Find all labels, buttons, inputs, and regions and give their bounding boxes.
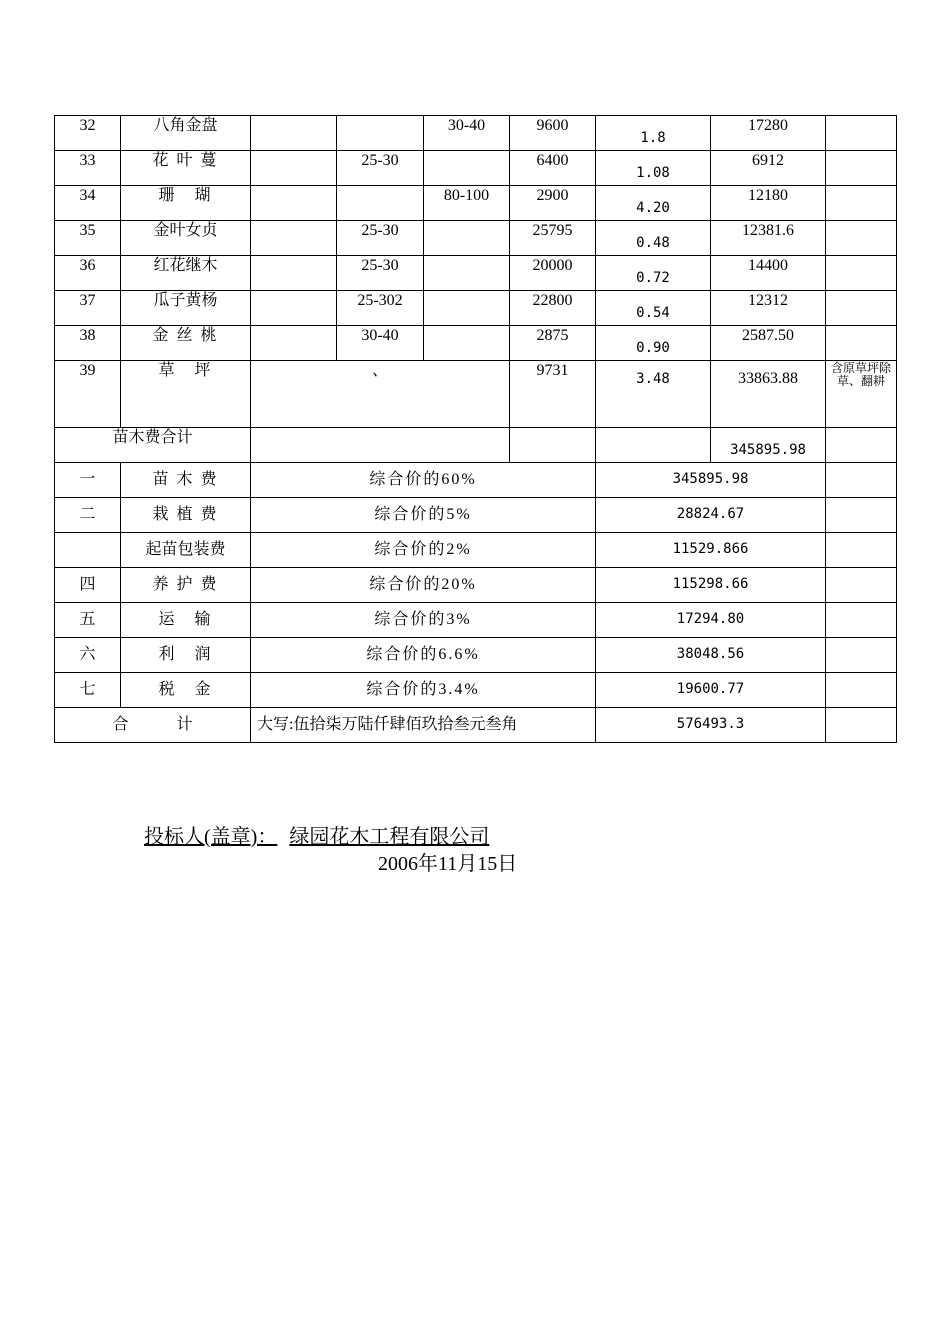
fee-number: [55, 533, 121, 568]
spec-col-a: [251, 186, 337, 221]
remark: [826, 291, 897, 326]
fee-number: 七: [55, 673, 121, 708]
spec-col-c: 30-40: [424, 116, 510, 151]
fee-amount: 17294.80: [596, 603, 826, 638]
table-row: [55, 361, 897, 428]
subtotal-qty: [510, 428, 596, 463]
row-number: 33: [55, 151, 121, 186]
fee-rate: 综合价的5%: [251, 498, 596, 533]
fee-remark: [826, 603, 897, 638]
line-total: 2587.50: [711, 326, 826, 361]
unit-price: 1.08: [596, 151, 711, 186]
spec-col-b: 25-302: [337, 291, 424, 326]
fee-row: [55, 568, 897, 603]
subtotal-row: [55, 428, 897, 463]
table-row: [55, 326, 897, 361]
fee-rate: 综合价的3%: [251, 603, 596, 638]
fee-number: 六: [55, 638, 121, 673]
row-number: 39: [55, 361, 121, 428]
fee-amount: 11529.866: [596, 533, 826, 568]
spec-col-c: [424, 326, 510, 361]
unit-price: 0.54: [596, 291, 711, 326]
spec-col-c: [424, 291, 510, 326]
fee-number: 四: [55, 568, 121, 603]
bidder-company: 绿园花木工程有限公司: [289, 826, 490, 848]
spec-col-b: 25-30: [337, 151, 424, 186]
spec-col-c: [424, 151, 510, 186]
row-number: 37: [55, 291, 121, 326]
line-total: 12180: [711, 186, 826, 221]
quantity: 2900: [510, 186, 596, 221]
spec-col-a: [251, 116, 337, 151]
line-total: 12312: [711, 291, 826, 326]
row-number: 38: [55, 326, 121, 361]
plant-name: 瓜子黄杨: [121, 291, 251, 326]
spec-col-a: [251, 151, 337, 186]
subtotal-price: [596, 428, 711, 463]
spec-col-c: 80-100: [424, 186, 510, 221]
line-total: 12381.6: [711, 221, 826, 256]
fee-number: 一: [55, 463, 121, 498]
plant-rows: [55, 116, 897, 463]
subtotal-label: 苗木费合计: [55, 428, 251, 463]
fee-row: [55, 533, 897, 568]
plant-name: 金 丝 桃: [121, 326, 251, 361]
row-number: 34: [55, 186, 121, 221]
fee-name: 养 护 费: [121, 568, 251, 603]
spec-col-b: 25-30: [337, 256, 424, 291]
table-row: [55, 151, 897, 186]
spec-col-a: [251, 221, 337, 256]
fee-name: 运 输: [121, 603, 251, 638]
fee-row: [55, 673, 897, 708]
fee-rate: 综合价的60%: [251, 463, 596, 498]
plant-name: 八角金盘: [121, 116, 251, 151]
quantity: 25795: [510, 221, 596, 256]
fee-amount: 38048.56: [596, 638, 826, 673]
plant-name: 草 坪: [121, 361, 251, 428]
unit-price: 1.8: [596, 116, 711, 151]
quantity: 9731: [510, 361, 596, 428]
fee-remark: [826, 638, 897, 673]
fee-amount: 28824.67: [596, 498, 826, 533]
spec-col-b: 30-40: [337, 326, 424, 361]
fee-number: 五: [55, 603, 121, 638]
fee-amount: 115298.66: [596, 568, 826, 603]
quantity: 20000: [510, 256, 596, 291]
spec-col-a: [251, 291, 337, 326]
fee-remark: [826, 498, 897, 533]
subtotal-total: 345895.98: [711, 428, 826, 463]
row-number: 36: [55, 256, 121, 291]
remark: [826, 151, 897, 186]
table-row: [55, 256, 897, 291]
spec-col-c: [424, 221, 510, 256]
fee-name: 苗 木 费: [121, 463, 251, 498]
subtotal-remark: [826, 428, 897, 463]
fee-remark: [826, 673, 897, 708]
fee-rate: 综合价的2%: [251, 533, 596, 568]
spec-col-c: [424, 256, 510, 291]
remark: [826, 116, 897, 151]
plant-name: 珊 瑚: [121, 186, 251, 221]
unit-price: 4.20: [596, 186, 711, 221]
fee-number: 二: [55, 498, 121, 533]
fee-rate: 综合价的6.6%: [251, 638, 596, 673]
row-number: 32: [55, 116, 121, 151]
unit-price: 3.48: [596, 361, 711, 428]
spec-col-a: [251, 326, 337, 361]
quantity: 9600: [510, 116, 596, 151]
fee-name: 利 润: [121, 638, 251, 673]
plant-name: 花 叶 蔓: [121, 151, 251, 186]
table-row: [55, 291, 897, 326]
table-row: [55, 186, 897, 221]
fee-rows: [55, 463, 897, 743]
fee-name: 起苗包装费: [121, 533, 251, 568]
spec-col-a: [251, 256, 337, 291]
row-number: 35: [55, 221, 121, 256]
bidder-label: 投标人(盖章)：: [144, 826, 278, 848]
remark: [826, 256, 897, 291]
table-row: [55, 221, 897, 256]
fee-name: 栽 植 费: [121, 498, 251, 533]
line-total: 6912: [711, 151, 826, 186]
fee-amount: 19600.77: [596, 673, 826, 708]
fee-remark: [826, 568, 897, 603]
grand-total-remark: [826, 708, 897, 743]
plant-name: 红花继木: [121, 256, 251, 291]
fee-rate: 综合价的20%: [251, 568, 596, 603]
line-total: 33863.88: [711, 361, 826, 428]
quantity: 22800: [510, 291, 596, 326]
fee-row: [55, 498, 897, 533]
fee-remark: [826, 463, 897, 498]
remark: [826, 221, 897, 256]
fee-rate: 综合价的3.4%: [251, 673, 596, 708]
fee-row: [55, 638, 897, 673]
line-total: 14400: [711, 256, 826, 291]
unit-price: 0.72: [596, 256, 711, 291]
fee-name: 税 金: [121, 673, 251, 708]
table-row: [55, 116, 897, 151]
spec-col-b: 25-30: [337, 221, 424, 256]
signature-date: 2006年11月15日: [378, 853, 518, 875]
remark: [826, 186, 897, 221]
grand-total-row: [55, 708, 897, 743]
bidder-signature: [144, 820, 489, 849]
fee-remark: [826, 533, 897, 568]
line-total: 17280: [711, 116, 826, 151]
quantity: 6400: [510, 151, 596, 186]
spec-col-b: [337, 116, 424, 151]
quantity: 2875: [510, 326, 596, 361]
grand-total-amount: 576493.3: [596, 708, 826, 743]
spec-col-b: [337, 186, 424, 221]
grand-total-label: 合 计: [55, 708, 251, 743]
remark: [826, 326, 897, 361]
fee-row: [55, 463, 897, 498]
fee-row: [55, 603, 897, 638]
plant-name: 金叶女贞: [121, 221, 251, 256]
spec-merged: 、: [251, 361, 510, 428]
fee-amount: 345895.98: [596, 463, 826, 498]
unit-price: 0.90: [596, 326, 711, 361]
grand-total-words: 大写:伍拾柒万陆仟肆佰玖拾叁元叁角: [251, 708, 596, 743]
bid-price-table: [54, 115, 897, 743]
unit-price: 0.48: [596, 221, 711, 256]
remark: 含原草坪除草、翻耕: [826, 361, 897, 428]
subtotal-empty: [251, 428, 510, 463]
